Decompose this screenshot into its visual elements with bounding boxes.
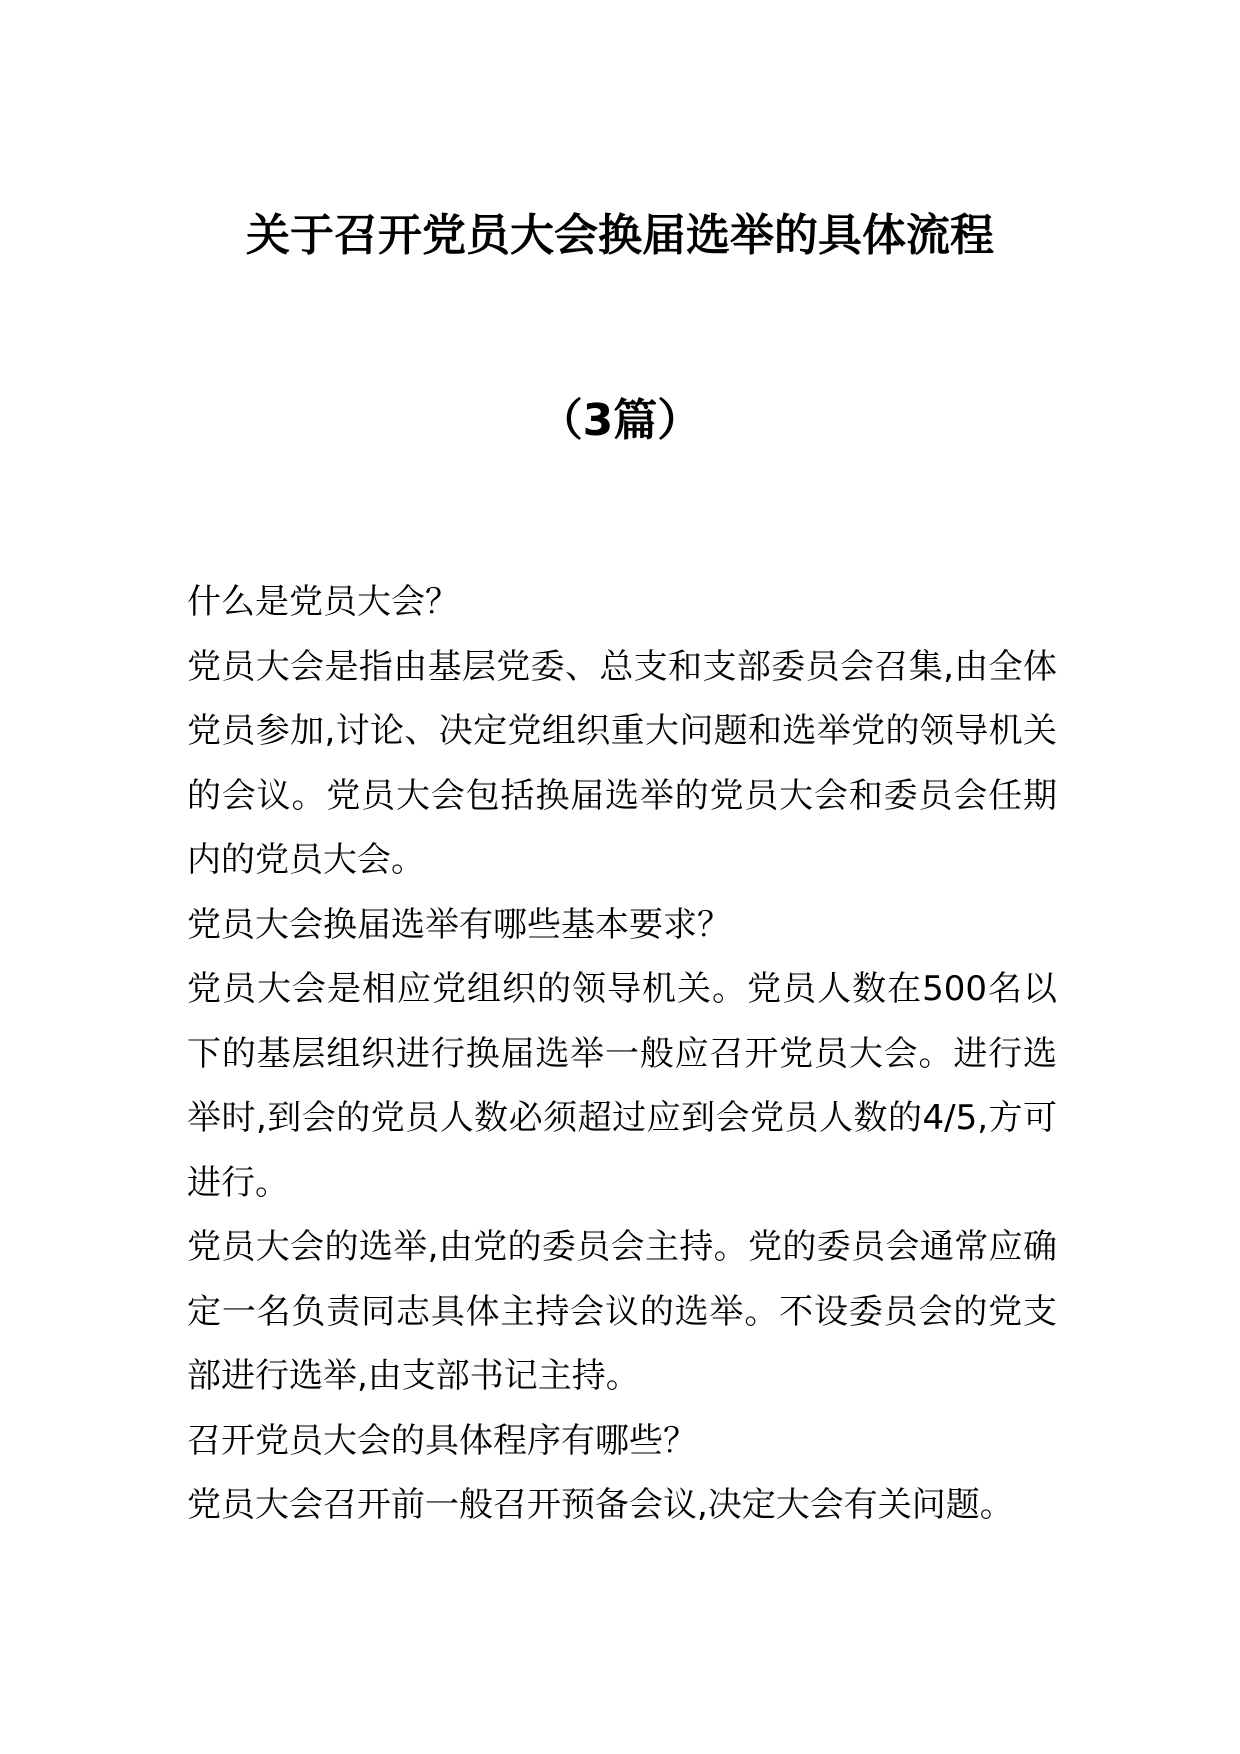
document-subtitle: （3篇）: [538, 395, 702, 446]
paragraph-question-2: 党员大会换届选举有哪些基本要求？: [187, 904, 731, 945]
document-title: 关于召开党员大会换届选举的具体流程: [246, 210, 994, 261]
paragraph-answer-4: 党员大会召开前一般召开预备会议,决定大会有关问题。: [187, 1485, 1014, 1525]
paragraph-question-3: 召开党员大会的具体程序有哪些？: [187, 1420, 697, 1461]
paragraph-answer-3: 党员大会的选举,由党的委员会主持。党的委员会通常应确定一名负责同志具体主持会议的选举。不设委员会的党支部进行选举,由支部书记主持。: [187, 1227, 1057, 1396]
paragraph-question-1: 什么是党员大会？: [187, 582, 459, 622]
document-body: [187, 570, 1057, 1538]
paragraph-answer-2: 党员大会是相应党组织的领导机关。党员人数在500名以下的基层组织进行换届选举一般应召开党员大会。进行选举时,到会的党员人数必须超过应到会党员人数的4/5,方可进行。: [187, 969, 1057, 1203]
paragraph-answer-1: 党员大会是指由基层党委、总支和支部委员会召集,由全体党员参加,讨论、决定党组织重大问题和选举党的领导机关的会议。党员大会包括换届选举的党员大会和委员会任期内的党员大会。: [187, 646, 1057, 880]
